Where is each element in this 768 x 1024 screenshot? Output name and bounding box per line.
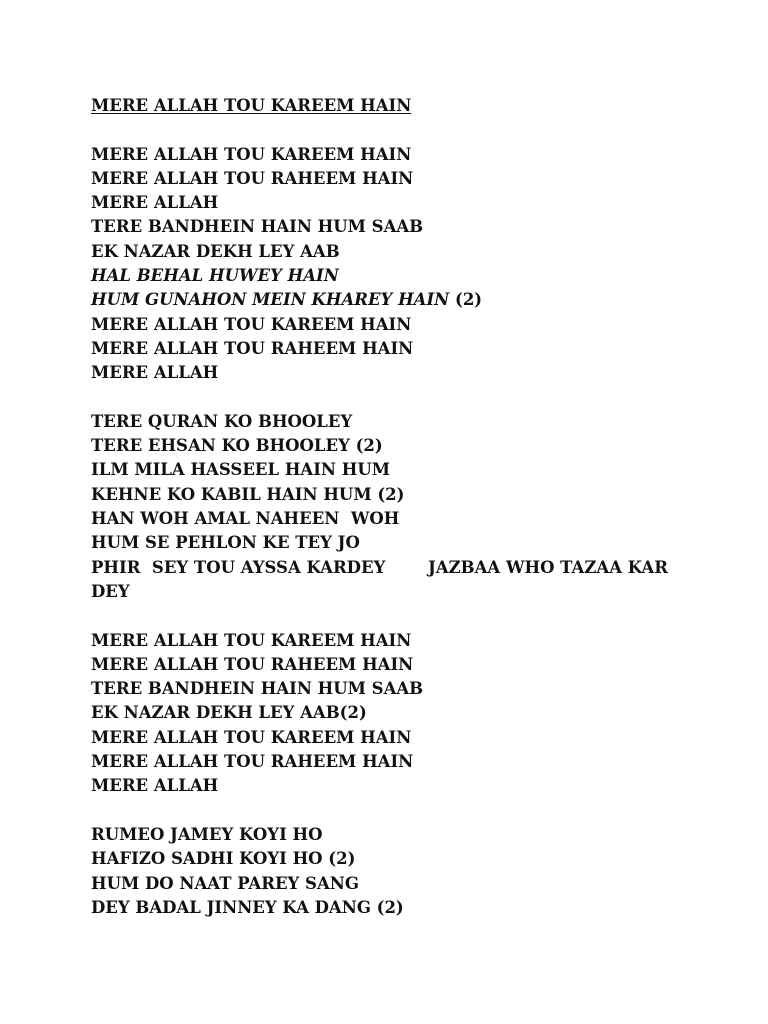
- lyric-line: MERE ALLAH TOU KAREEM HAIN: [91, 727, 412, 747]
- lyric-line-italic: HUM GUNAHON MEIN KHAREY HAIN: [91, 290, 450, 310]
- lyrics-document: [91, 94, 691, 920]
- lyric-line: MERE ALLAH TOU KAREEM HAIN: [91, 630, 412, 650]
- lyric-line: HAN WOH AMAL NAHEEN WOH: [91, 509, 400, 529]
- lyric-line: MERE ALLAH: [91, 776, 219, 796]
- lyric-line: MERE ALLAH TOU KAREEM HAIN: [91, 314, 412, 334]
- lyric-line: MERE ALLAH TOU KAREEM HAIN: [91, 144, 412, 164]
- lyric-line: HAFIZO SADHI KOYI HO (2): [91, 849, 356, 869]
- lyric-line: KEHNE KO KABIL HAIN HUM (2): [91, 484, 405, 504]
- repeat-mark: (2): [449, 290, 483, 310]
- lyric-line: MERE ALLAH: [91, 193, 219, 213]
- lyric-line: TERE BANDHEIN HAIN HUM SAAB: [91, 679, 424, 699]
- lyric-line-split: [91, 556, 691, 580]
- lyric-line: MERE ALLAH TOU RAHEEM HAIN: [91, 168, 414, 188]
- lyric-line: MERE ALLAH TOU RAHEEM HAIN: [91, 752, 414, 772]
- lyric-line: ILM MILA HASSEEL HAIN HUM: [91, 460, 390, 480]
- lyric-line: MERE ALLAH TOU RAHEEM HAIN: [91, 338, 414, 358]
- lyric-line: DEY BADAL JINNEY KA DANG (2): [91, 897, 404, 917]
- lyric-line: HUM SE PEHLON KE TEY JO: [91, 533, 360, 553]
- lyric-split-right: JAZBAA WHO TAZAA KAR: [428, 557, 668, 577]
- lyric-line: EK NAZAR DEKH LEY AAB(2): [91, 703, 367, 723]
- lyric-line: MERE ALLAH TOU RAHEEM HAIN: [91, 654, 414, 674]
- blank-line: [91, 118, 691, 142]
- lyric-line-with-repeat: [91, 288, 691, 312]
- lyric-line-wrap: DEY: [91, 581, 130, 601]
- lyric-line: TERE QURAN KO BHOOLEY: [91, 411, 353, 431]
- document-title: MERE ALLAH TOU KAREEM HAIN: [91, 96, 412, 115]
- lyric-line: TERE EHSAN KO BHOOLEY (2): [91, 436, 383, 456]
- lyric-line-italic: HAL BEHAL HUWEY HAIN: [91, 266, 339, 286]
- lyric-split-left: PHIR SEY TOU AYSSA KARDEY: [91, 557, 386, 577]
- lyric-line: HUM DO NAAT PAREY SANG: [91, 873, 359, 893]
- blank-line: [91, 604, 691, 628]
- lyric-line: TERE BANDHEIN HAIN HUM SAAB: [91, 217, 424, 237]
- lyric-line: RUMEO JAMEY KOYI HO: [91, 824, 323, 844]
- lyric-line: MERE ALLAH: [91, 363, 219, 383]
- blank-line: [91, 799, 691, 823]
- lyric-line: EK NAZAR DEKH LEY AAB: [91, 241, 340, 261]
- blank-line: [91, 386, 691, 410]
